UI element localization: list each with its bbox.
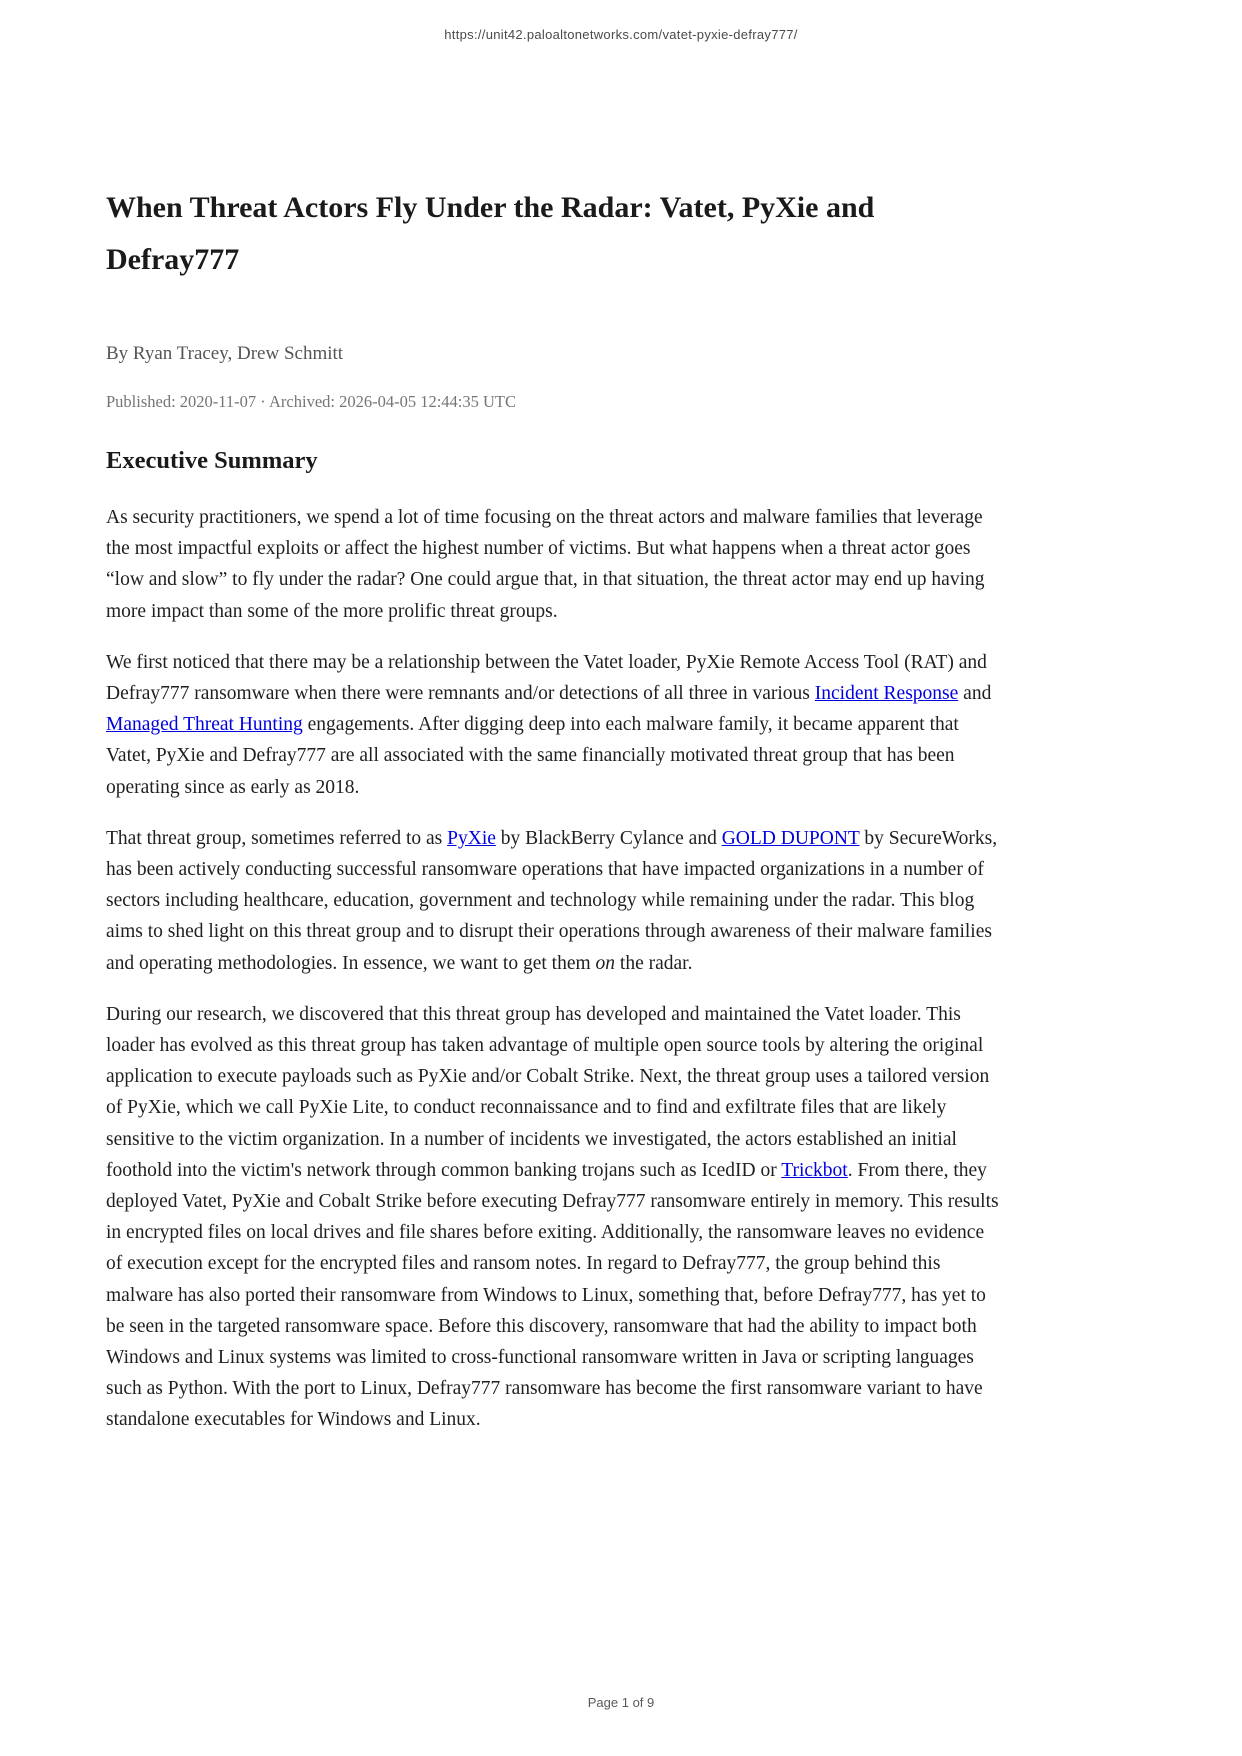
page-title: When Threat Actors Fly Under the Radar: Vatet, PyXie and Defray777 <box>106 191 875 276</box>
page-number: Page 1 of 9 <box>587 1695 655 1710</box>
emphasized-text: on <box>595 952 616 974</box>
body-text: by BlackBerry Cylance and <box>495 827 722 849</box>
print-header-url: https://unit42.paloaltonetworks.com/vatet-pyxie-defray777/ <box>444 27 798 42</box>
body-text: During our research, we discovered that this threat group has developed and maintained the Vatet loader. This loader has evolved as this threat group has taken advantage of multiple open source tools by altering the original application to execute payloads such as PyXie and/or Cobalt Strike. Next, the threat group uses a tailored version of PyXie, which we call PyXie Lite, to conduct reconnaissance and to find and exfiltrate files that are likely sensitive to the victim organization. In a number of incidents we investigated, the actors established an initial foothold into the victim's network through common banking trojans such as IcedID or <box>106 1003 990 1181</box>
body-text: and <box>958 683 992 705</box>
body-text: engagements. After digging deep into each malware family, it became apparent that Vatet, PyXie and Defray777 are all associated with the same financially motivated threat group that has been operating since as early as 2018. <box>106 714 959 798</box>
body-text: We first noticed that there may be a relationship between the Vatet loader, PyXie Remote Access Tool (RAT) and Defray777 ransomware when there were remnants and/or detections of all three in various <box>106 651 987 705</box>
inline-link[interactable]: Trickbot <box>781 1159 848 1181</box>
byline: By Ryan Tracey, Drew Schmitt <box>106 343 344 364</box>
body-text: the radar. <box>615 952 693 974</box>
body-text: . From there, they deployed Vatet, PyXie and Cobalt Strike before executing Defray777 ransomware entirely in memory. This results in encrypted files on local drives and file shares before exiting. Additionally, the ransomware leaves no evidence of execution except for the encrypted files and ransom notes. In regard to Defray777, the group behind this malware has also ported their ransomware from Windows to Linux, something that, before Defray777, has yet to be seen in the targeted ransomware space. Before this discovery, ransomware that had the ability to impact both Windows and Linux systems was limited to cross-functional ransomware written in Java or scripting languages such as Python. With the port to Linux, Defray777 ransomware has become the first ransomware variant to have standalone executables for Windows and Linux. <box>106 1159 999 1431</box>
paragraph <box>106 823 1003 979</box>
body-text: by SecureWorks, has been actively conducting successful ransomware operations that have impacted organizations in a number of sectors including healthcare, education, government and technology while remaining under the radar. This blog aims to shed light on this threat group and to disrupt their operations through awareness of their malware families and operating methodologies. In essence, we want to get them <box>106 827 998 974</box>
published-archived-meta: Published: 2020-11-07 · Archived: 2026-04-05 12:44:35 UTC <box>106 392 517 411</box>
body-text: As security practitioners, we spend a lot of time focusing on the threat actors and malware families that leverage the most impactful exploits or affect the highest number of victims. But what happens when a threat actor goes “low and slow” to fly under the radar? One could argue that, in that situation, the threat actor may end up having more impact than some of the more prolific threat groups. <box>106 507 985 622</box>
inline-link[interactable]: GOLD DUPONT <box>721 827 860 849</box>
paragraph <box>106 999 1003 1436</box>
body-text: That threat group, sometimes referred to as <box>106 827 448 849</box>
inline-link[interactable]: Managed Threat Hunting <box>106 714 303 736</box>
paragraph <box>106 647 1003 803</box>
paragraph <box>106 502 1003 627</box>
section-heading-executive-summary: Executive Summary <box>106 447 318 474</box>
inline-link[interactable]: Incident Response <box>814 683 959 705</box>
inline-link[interactable]: PyXie <box>447 827 496 849</box>
article <box>106 182 1003 1436</box>
article-body <box>106 502 1003 1436</box>
